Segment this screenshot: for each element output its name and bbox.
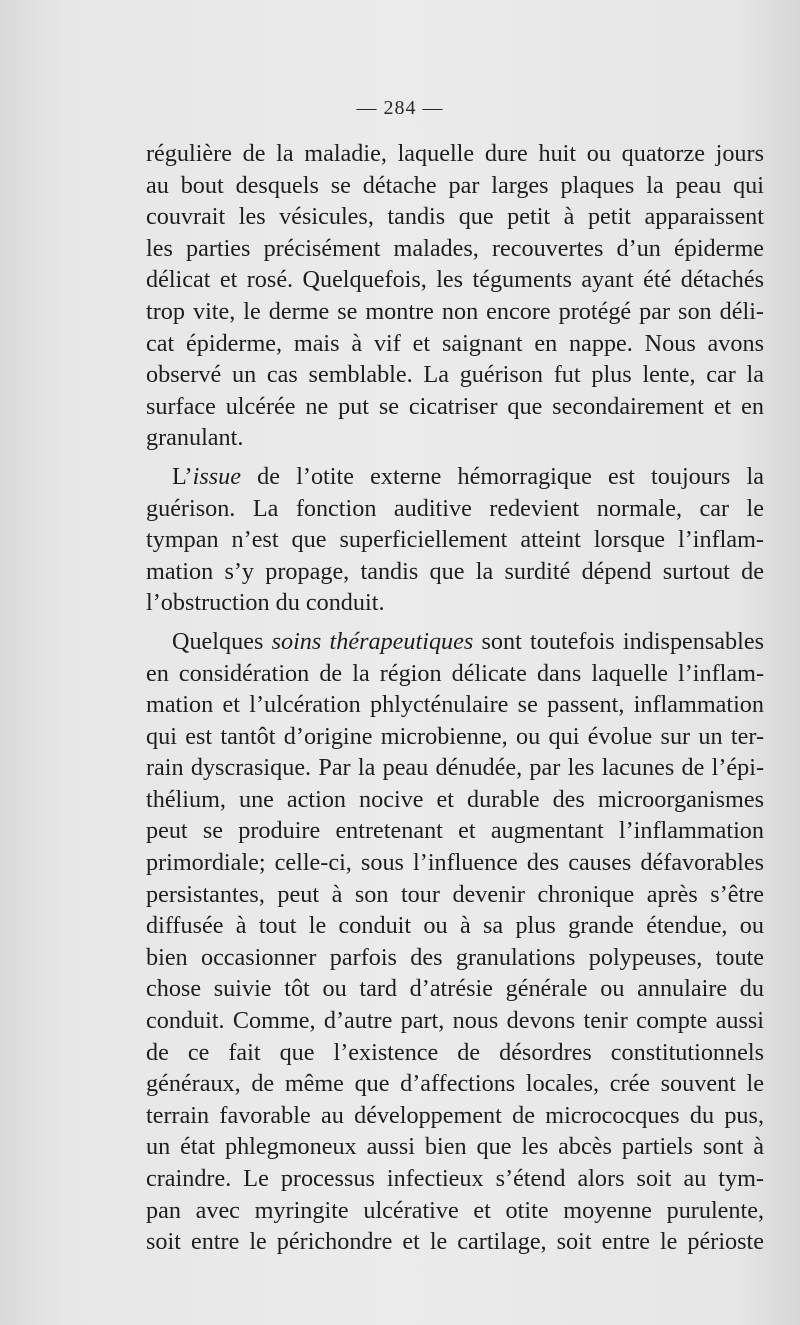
text-line: persistantes, peut à son tour devenir chronique après s’être xyxy=(146,880,764,908)
italic-term: soins thérapeutiques xyxy=(271,627,474,655)
paragraph-3 xyxy=(146,626,764,1258)
text-line: terrain favorable au développement de micrococques du pus, xyxy=(146,1101,764,1129)
text-run: de l’otite externe hémorragique est toujours la xyxy=(240,462,764,490)
text-line: conduit. Comme, d’autre part, nous devons tenir compte aussi xyxy=(146,1007,764,1035)
italic-term: issue xyxy=(192,462,241,490)
text-run: Quelques xyxy=(172,627,272,655)
text-line: guérison. La fonction auditive redevient normale, car le xyxy=(146,494,764,522)
text-line: mation et l’ulcération phlycténulaire se passent, inflammation xyxy=(146,691,764,719)
text-line: généraux, de même que d’affections locales, crée souvent le xyxy=(146,1070,764,1098)
page-number: — 284 — xyxy=(356,97,444,119)
text-line xyxy=(146,461,764,493)
text-line: l’obstruction du conduit. xyxy=(146,589,385,617)
text-line: diffusée à tout le conduit ou à sa plus grande étendue, ou xyxy=(146,912,764,940)
paragraph-2 xyxy=(146,461,764,619)
text-line: granulant. xyxy=(146,424,244,452)
text-line: chose suivie tôt ou tard d’atrésie générale ou annulaire du xyxy=(146,975,764,1003)
text-line: trop vite, le derme se montre non encore protégé par son déli- xyxy=(146,297,764,325)
text-line: régulière de la maladie, laquelle dure huit ou quatorze jours xyxy=(146,140,764,167)
text-line: soit entre le périchondre et le cartilage, soit entre le périoste xyxy=(146,1228,764,1256)
text-line: couvrait les vésicules, tandis que petit à petit apparaissent xyxy=(146,203,764,231)
text-line: rain dyscrasique. Par la peau dénudée, par les lacunes de l’épi- xyxy=(146,754,764,782)
text-line: de ce fait que l’existence de désordres constitutionnels xyxy=(146,1038,764,1066)
text-line xyxy=(146,626,764,658)
text-line: thélium, une action nocive et durable des microorganismes xyxy=(146,785,764,813)
text-line: qui est tantôt d’origine microbienne, ou qui évolue sur un ter- xyxy=(146,722,764,750)
text-line: délicat et rosé. Quelquefois, les téguments ayant été détachés xyxy=(146,266,764,294)
text-run: sont toutefois indispensables xyxy=(473,627,764,655)
text-line: un état phlegmoneux aussi bien que les abcès partiels sont à xyxy=(146,1133,764,1161)
text-line: observé un cas semblable. La guérison fut plus lente, car la xyxy=(146,361,764,389)
body-text xyxy=(146,138,764,1258)
text-line: peut se produire entretenant et augmentant l’inflammation xyxy=(146,817,764,845)
paragraph-1 xyxy=(146,138,764,454)
text-line: tympan n’est que superficiellement atteint lorsque l’inflam- xyxy=(146,526,764,554)
text-line: bien occasionner parfois des granulations polypeuses, toute xyxy=(146,943,764,971)
text-line: les parties précisément malades, recouvertes d’un épiderme xyxy=(146,234,764,262)
text-line: cat épiderme, mais à vif et saignant en nappe. Nous avons xyxy=(146,329,764,357)
text-line: en considération de la région délicate dans laquelle l’inflam- xyxy=(146,659,764,687)
text-line: au bout desquels se détache par larges plaques la peau qui xyxy=(146,171,764,199)
text-run: L’ xyxy=(172,462,193,490)
text-line: pan avec myringite ulcérative et otite moyenne purulente, xyxy=(146,1196,764,1224)
text-line: mation s’y propage, tandis que la surdité dépend surtout de xyxy=(146,557,764,585)
text-line: surface ulcérée ne put se cicatriser que secondairement et en xyxy=(146,392,764,420)
text-line: primordiale; celle-ci, sous l’influence des causes défavorables xyxy=(146,849,764,877)
text-line: craindre. Le processus infectieux s’étend alors soit au tym- xyxy=(146,1165,764,1192)
